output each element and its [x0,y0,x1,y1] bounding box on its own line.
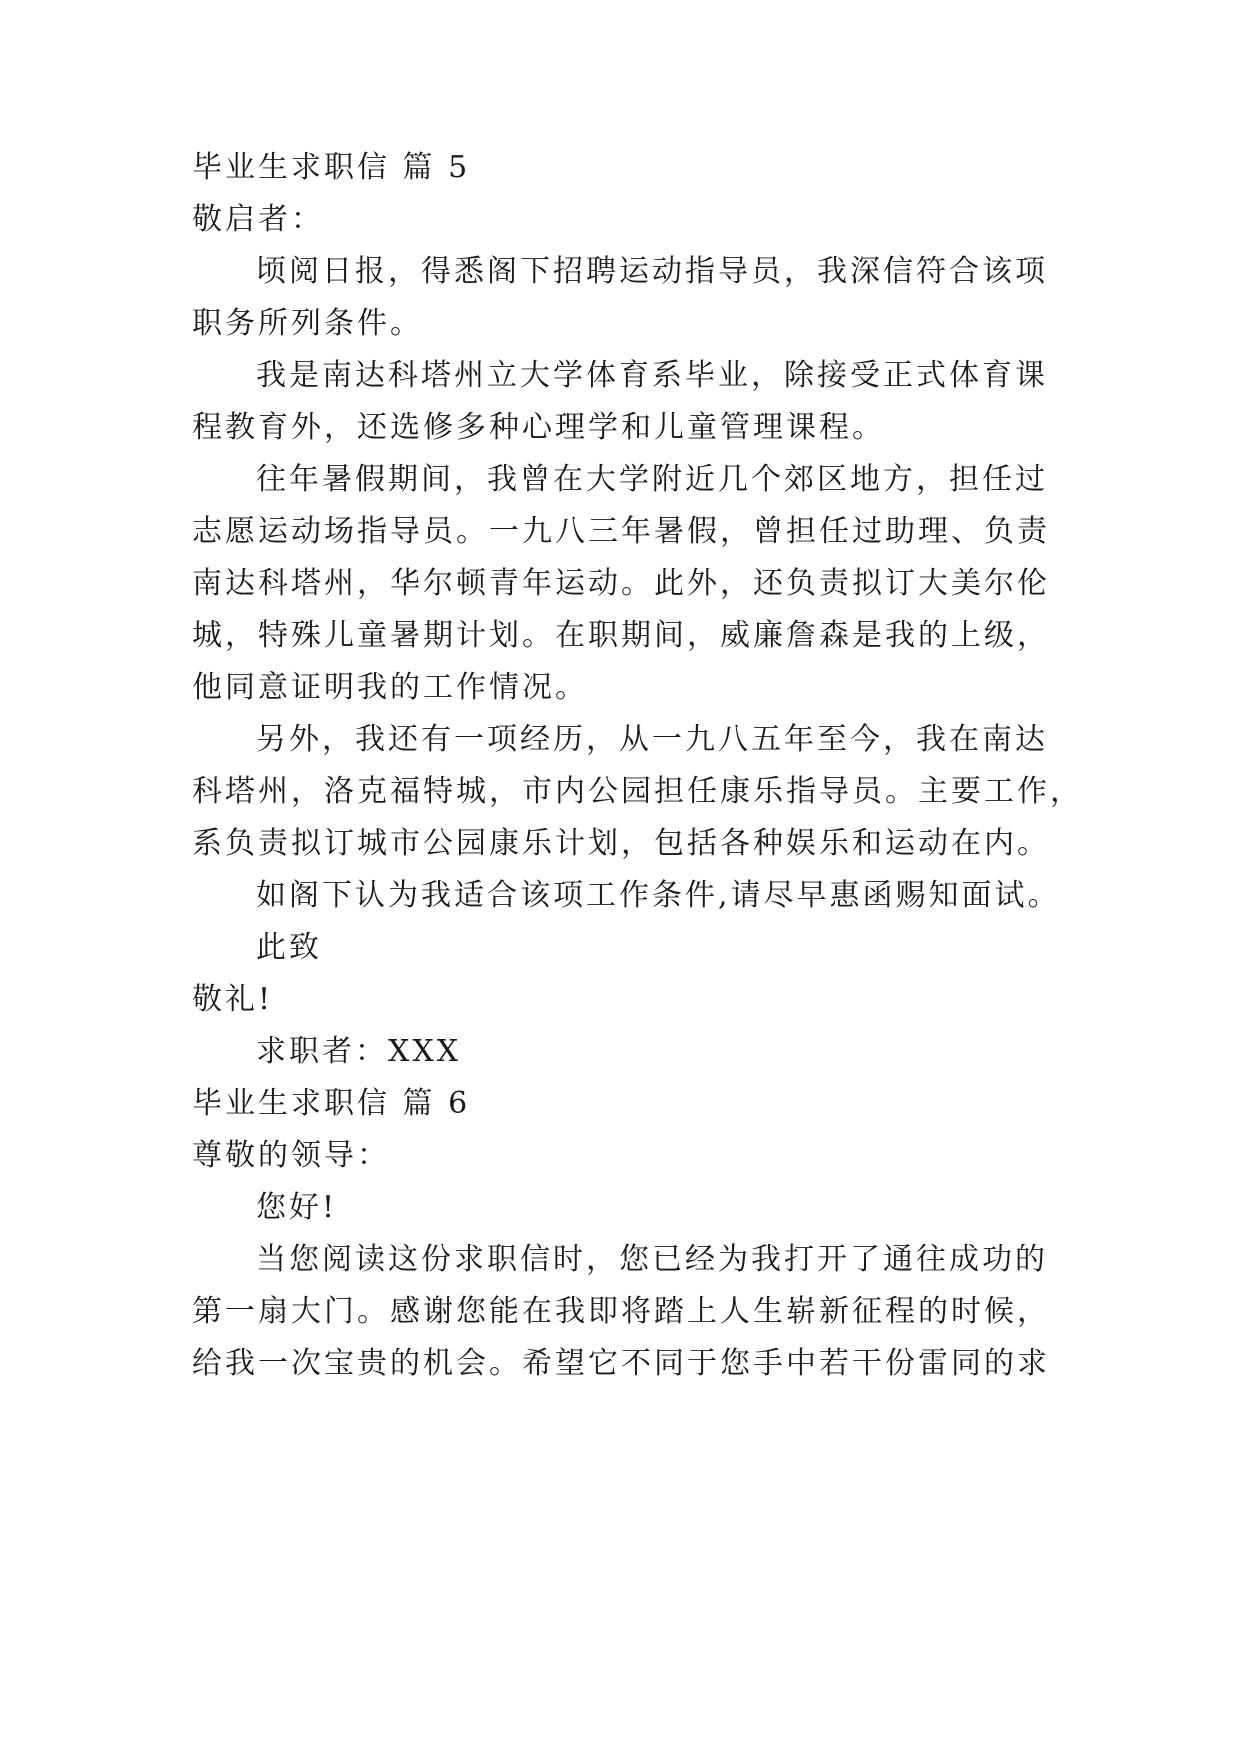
paragraph-line: 职务所列条件。 [192,306,423,341]
section5-salutation: 敬启者： [192,202,324,237]
section6-greeting: 您好! [256,1190,338,1225]
section6-salutation: 尊敬的领导： [192,1138,390,1173]
paragraph-line: 另外，我还有一项经历，从一九八五年至今，我在南达 [256,722,1048,757]
section5-title: 毕业生求职信 篇 5 [192,150,471,185]
signature-line: 求职者：XXX [256,1034,462,1069]
paragraph-line: 当您阅读这份求职信时，您已经为我打开了通往成功的 [256,1242,1048,1277]
paragraph-line: 给我一次宝贵的机会。希望它不同于您手中若干份雷同的求 [192,1346,1050,1381]
paragraph-line: 南达科塔州，华尔顿青年运动。此外，还负责拟订大美尔伦 [192,566,1050,601]
paragraph-line: 系负责拟订城市公园康乐计划，包括各种娱乐和运动在内。 [192,826,1050,861]
section6-title: 毕业生求职信 篇 6 [192,1086,471,1121]
paragraph-line: 第一扇大门。感谢您能在我即将踏上人生崭新征程的时候， [192,1294,1050,1329]
paragraph-line: 志愿运动场指导员。一九八三年暑假，曾担任过助理、负责 [192,514,1050,549]
paragraph-line: 顷阅日报，得悉阁下招聘运动指导员，我深信符合该项 [256,254,1048,289]
paragraph-line: 往年暑假期间，我曾在大学附近几个郊区地方，担任过 [256,462,1048,497]
paragraph-line: 城，特殊儿童暑期计划。在职期间，威廉詹森是我的上级， [192,618,1050,653]
closing-line: 此致 [256,930,322,965]
paragraph-line: 程教育外，还选修多种心理学和儿童管理课程。 [192,410,885,445]
paragraph-line: 科塔州，洛克福特城，市内公园担任康乐指导员。主要工作， [192,774,1083,809]
paragraph-line: 我是南达科塔州立大学体育系毕业，除接受正式体育课 [256,358,1048,393]
paragraph-line: 如阁下认为我适合该项工作条件,请尽早惠函赐知面试。 [256,878,1061,913]
regards-line: 敬礼! [192,982,274,1017]
paragraph-line: 他同意证明我的工作情况。 [192,670,588,705]
